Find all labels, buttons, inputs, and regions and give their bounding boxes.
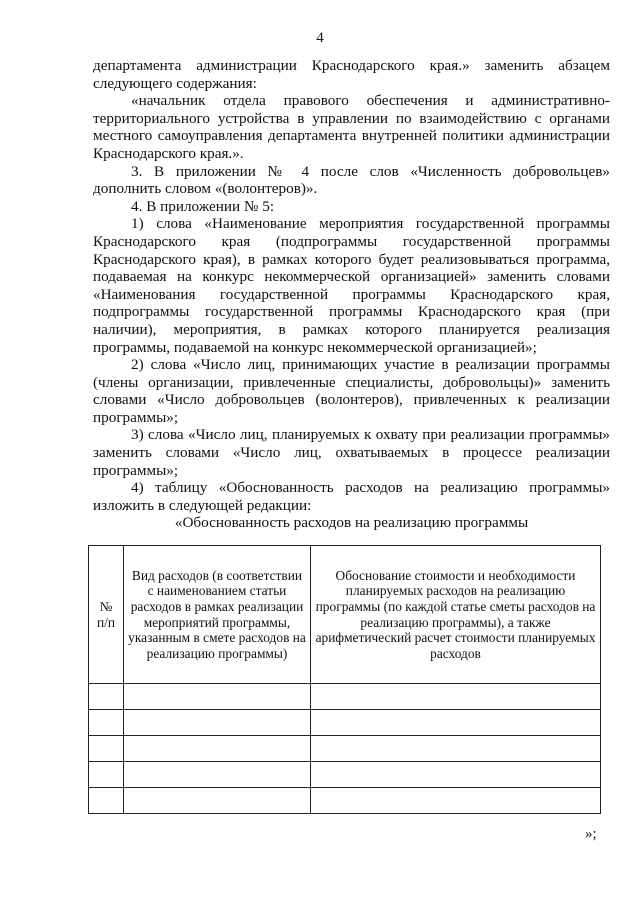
table-cell	[311, 710, 601, 736]
table-cell	[89, 684, 124, 710]
table-cell	[311, 762, 601, 788]
paragraph: 2) слова «Число лиц, принимающих участие в реализации программы (члены организации, привлеченные специалисты, добровольцы)» заменить словами «Число добровольцев (волонтеров), привлеченных к реализации программы»;	[93, 356, 610, 426]
table-cell	[124, 684, 311, 710]
paragraph: 4) таблицу «Обоснованность расходов на реализацию программы» изложить в следующей редакции:	[93, 479, 610, 514]
closing-quote-mark: »;	[585, 826, 597, 842]
table-row	[89, 736, 601, 762]
table-cell	[311, 736, 601, 762]
table-cell	[124, 788, 311, 814]
paragraph: «начальник отдела правового обеспечения и административно-территориального устройства в управлении по взаимодействию с органами местного самоуправления департамента внутренней политики администрации Краснодарского края.».	[93, 92, 610, 162]
paragraph: 4. В приложении № 5:	[131, 197, 275, 215]
table-row	[89, 684, 601, 710]
table-row	[89, 710, 601, 736]
expenses-table	[88, 545, 601, 814]
page-number: 4	[316, 30, 324, 46]
table-title: «Обоснованность расходов на реализацию программы	[174, 514, 529, 532]
table-cell	[124, 736, 311, 762]
table-cell	[89, 788, 124, 814]
table-header-row	[89, 546, 601, 684]
header-cell-justification: Обоснование стоимости и необходимости планируемых расходов на реализацию программы (по каждой статье сметы расходов на реализацию программы), а также арифметический расчет стоимости планируемых расходов	[311, 546, 601, 684]
table-cell	[89, 736, 124, 762]
table-cell	[311, 788, 601, 814]
paragraph: 3) слова «Число лиц, планируемых к охвату при реализации программы» заменить словами «Число лиц, охватываемых в процессе реализации программы»;	[93, 426, 610, 479]
header-cell-number: № п/п	[89, 546, 124, 684]
table-row	[89, 762, 601, 788]
table-cell	[124, 762, 311, 788]
header-cell-expense-type: Вид расходов (в соответствии с наименованием статьи расходов в рамках реализации мероприятий программы, указанным в смете расходов на реализацию программы)	[124, 546, 311, 684]
paragraph: департамента администрации Краснодарского края.» заменить абзацем следующего содержания:	[93, 57, 610, 92]
body-text	[93, 57, 610, 532]
table-cell	[311, 684, 601, 710]
table-row	[89, 788, 601, 814]
table-cell	[89, 710, 124, 736]
table-cell	[89, 762, 124, 788]
paragraph: 1) слова «Наименование мероприятия государственной программы Краснодарского края (подпрограммы государственной программы Краснодарского края), в рамках которого будет реализовываться программа, подаваемая на конкурс некоммерческой организацией» заменить словами «Наименования государственной программы Краснодарского края, подпрограммы государственной программы Краснодарского края (при наличии), мероприятия, в рамках которого планируется реализация программы, подаваемой на конкурс некоммерческой организацией»;	[93, 215, 610, 356]
paragraph: 3. В приложении № 4 после слов «Численность добровольцев» дополнить словом «(волонтеров)».	[93, 162, 610, 198]
table-cell	[124, 710, 311, 736]
